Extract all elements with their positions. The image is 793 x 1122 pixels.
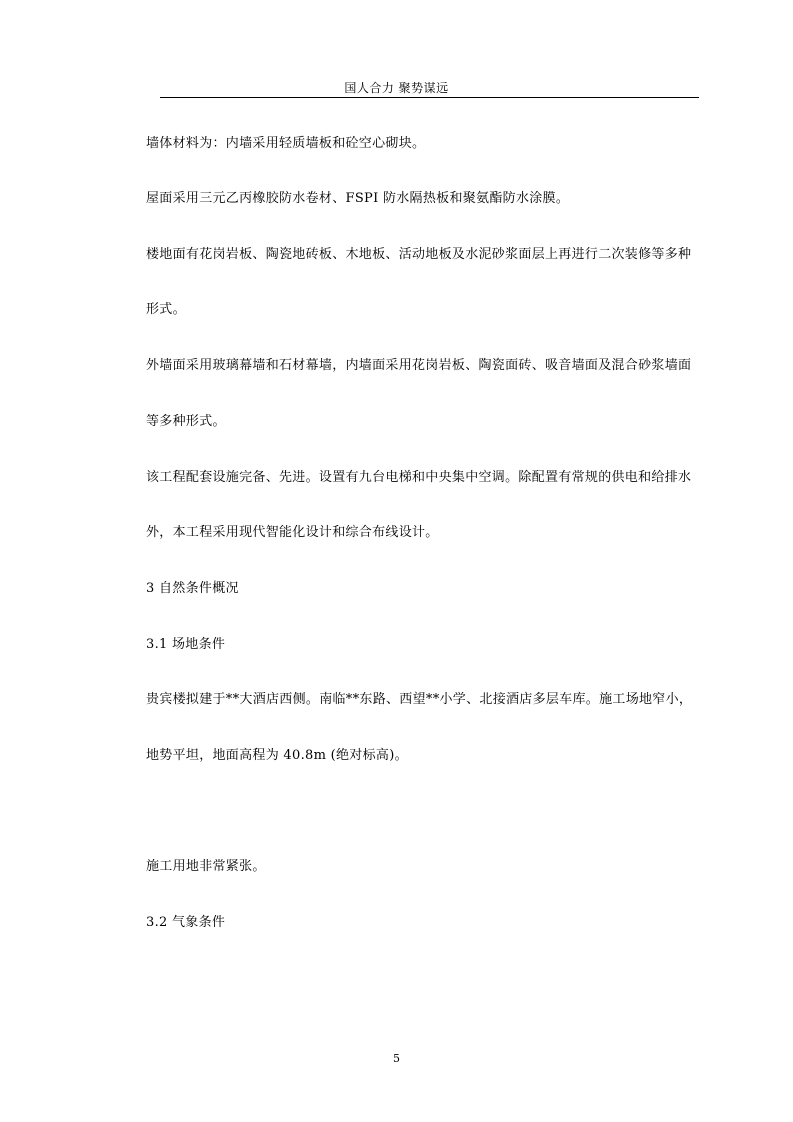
paragraph-flooring-line-1: 楼地面有花岗岩板、陶瓷地砖板、木地板、活动地板及水泥砂浆面层上再进行二次装修等多种 — [146, 247, 692, 262]
section-heading-weather-conditions: 3.2 气象条件 — [146, 915, 226, 930]
paragraph-facilities-line-2: 外，本工程采用现代智能化设计和综合布线设计。 — [146, 525, 439, 540]
paragraph-wall-materials: 墙体材料为：内墙采用轻质墙板和砼空心砌块。 — [146, 136, 426, 151]
paragraph-site-tight: 施工用地非常紧张。 — [146, 859, 266, 874]
paragraph-site-line-1: 贵宾楼拟建于**大酒店西侧。南临**东路、西望**小学、北接酒店多层车库。施工场地窄小， — [146, 692, 693, 707]
paragraph-wall-finish-line-2: 等多种形式。 — [146, 414, 226, 429]
paragraph-site-line-2: 地势平坦，地面高程为 40.8m (绝对标高)。 — [146, 748, 408, 763]
paragraph-facilities-line-1: 该工程配套设施完备、先进。设置有九台电梯和中央集中空调。除配置有常规的供电和给排水 — [146, 470, 692, 485]
paragraph-roofing: 屋面采用三元乙丙橡胶防水卷材、FSPI 防水隔热板和聚氨酯防水涂膜。 — [146, 191, 570, 206]
section-heading-natural-conditions: 3 自然条件概况 — [146, 581, 239, 596]
section-heading-site-conditions: 3.1 场地条件 — [146, 637, 226, 652]
paragraph-wall-finish-line-1: 外墙面采用玻璃幕墙和石材幕墙，内墙面采用花岗岩板、陶瓷面砖、吸音墙面及混合砂浆墙面 — [146, 358, 692, 373]
page-number: 5 — [393, 1052, 400, 1065]
paragraph-flooring-line-2: 形式。 — [146, 302, 186, 317]
page-header: 国人合力 聚势谋远 — [344, 81, 449, 95]
header-divider — [160, 97, 699, 98]
